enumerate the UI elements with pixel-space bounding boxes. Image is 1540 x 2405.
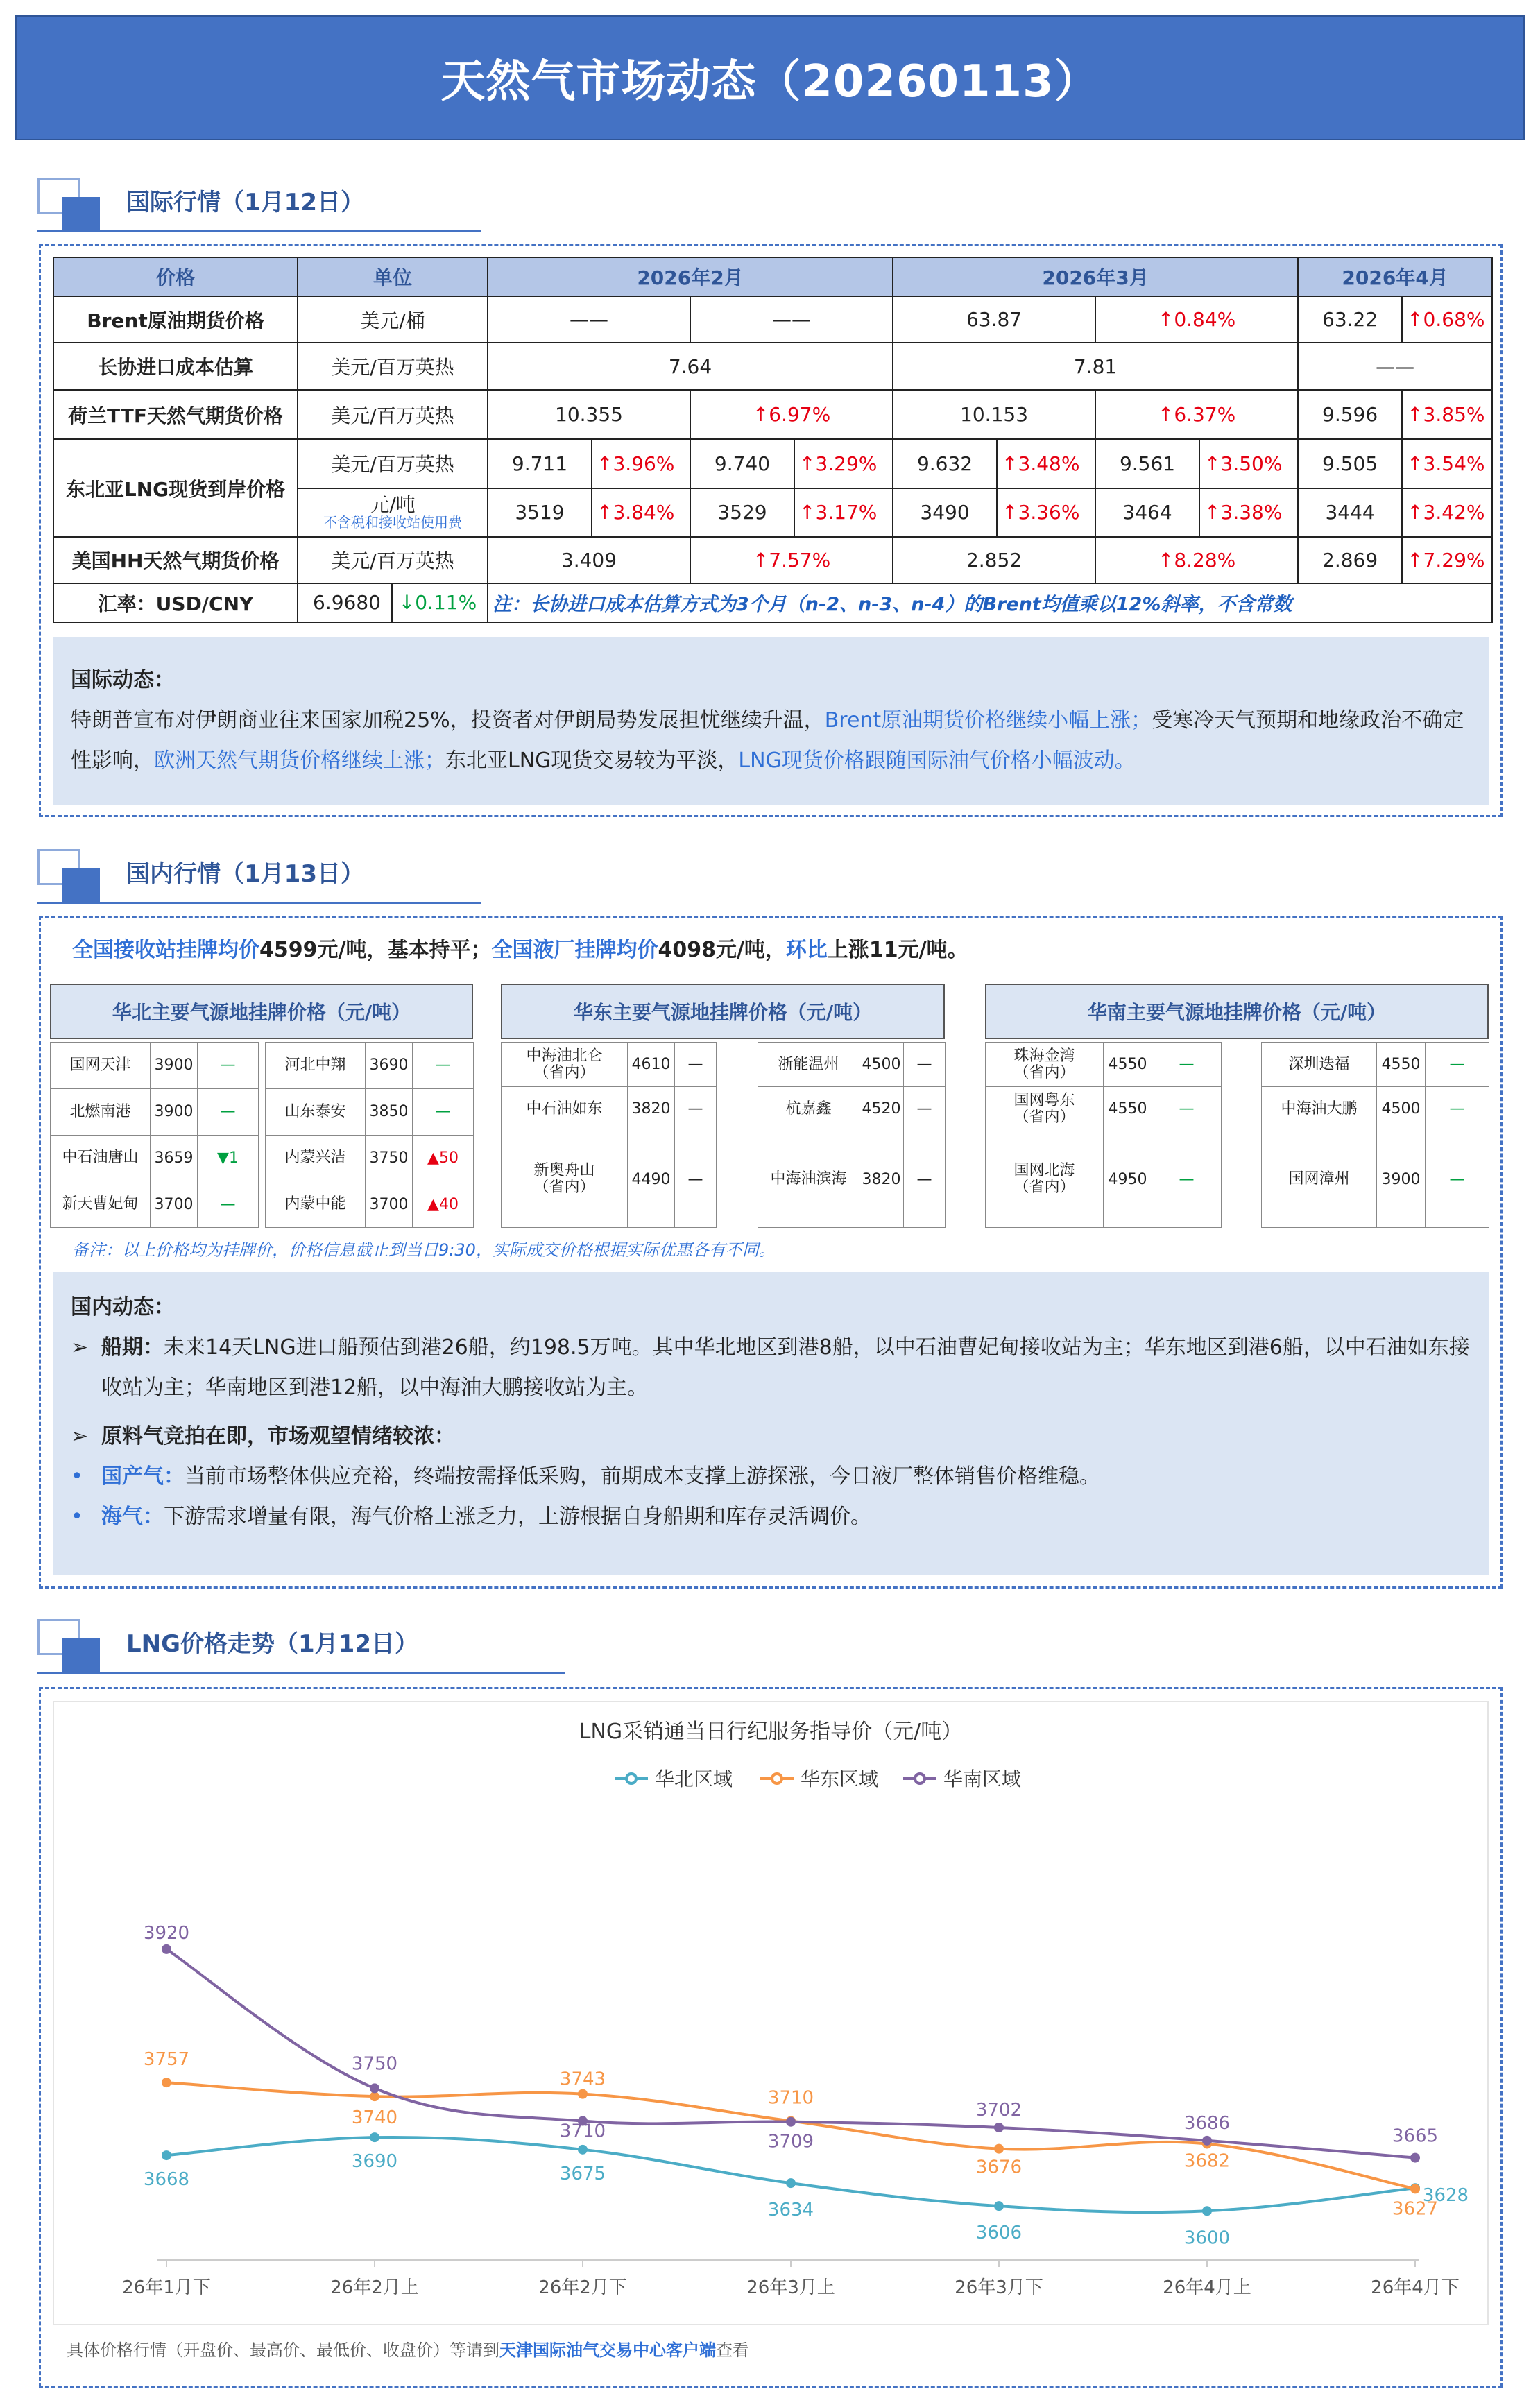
ship-text: 未来14天LNG进口船预估到港26船，约198.5万吨。其中华北地区到港8船，以中石油曹妃甸接收站为主；华东地区到港6船，以中石油如东接收站为主；华南地区到港12船，以中海油大鹏接收站为主。 (101, 1335, 1470, 1400)
table-row (758, 1043, 946, 1087)
sea-gas-label: 海气： (101, 1505, 164, 1529)
station-price: 4550 (1104, 1087, 1152, 1131)
row-label: Brent原油期货价格 (53, 296, 298, 343)
data-point[interactable] (370, 2083, 379, 2093)
station-price: 4500 (1377, 1087, 1426, 1131)
data-label: 3675 (559, 2163, 606, 2184)
ship-label: 船期： (101, 1335, 164, 1360)
cell-value: 9.505 (1298, 439, 1402, 488)
table-row (266, 1135, 474, 1181)
intl-dynamics (53, 637, 1489, 805)
table-row-hh (53, 537, 1492, 583)
row-unit: 美元/百万英热 (298, 390, 488, 439)
table-row (266, 1043, 474, 1089)
station-change: — (1152, 1043, 1222, 1087)
summary-value: 上涨11元/吨。 (827, 938, 968, 962)
station-change: — (675, 1043, 717, 1087)
sea-gas-text: 下游需求增量有限，海气价格上涨乏力，上游根据自身船期和库存灵活调价。 (164, 1505, 871, 1529)
cell-change: ↑6.97% (690, 390, 893, 439)
domestic-gas-label: 国产气： (101, 1464, 185, 1489)
row-label: 东北亚LNG现货到岸价格 (53, 439, 298, 537)
domestic-gas-text: 当前市场整体供应充裕，终端按需择低采购，前期成本支撑上游探涨，今日液厂整体销售价格维稳。 (185, 1464, 1100, 1489)
dot-bullet-icon: • (71, 1505, 83, 1529)
data-point[interactable] (994, 2123, 1004, 2132)
legend-marker (772, 1774, 782, 1783)
fx-value: 6.9680 (302, 584, 393, 622)
domestic-dynamics-heading: 国内动态： (71, 1295, 175, 1319)
table-row (986, 1043, 1222, 1087)
summary-value: 4599元/吨，基本持平； (259, 938, 492, 962)
station-name: 国网粤东 （省内） (986, 1087, 1104, 1131)
data-label: 3634 (767, 2200, 814, 2221)
row-label: 美国HH天然气期货价格 (53, 537, 298, 583)
cell-value: 9.632 (893, 439, 997, 488)
data-point[interactable] (578, 2089, 588, 2099)
station-name: 河北中翔 (266, 1043, 366, 1089)
table-row (1262, 1131, 1489, 1228)
row-unit: 美元/百万英热 (298, 343, 488, 391)
client-link[interactable]: 天津国际油气交易中心客户端 (499, 2340, 716, 2360)
table-row-brent (53, 296, 1492, 343)
table-header-row (53, 257, 1492, 296)
north-right-table (265, 1042, 474, 1228)
station-price: 4610 (628, 1043, 675, 1087)
footer-note (67, 2336, 749, 2361)
legend-marker (915, 1774, 925, 1783)
station-change: — (1426, 1131, 1489, 1228)
station-change: — (1152, 1131, 1222, 1228)
station-change: — (413, 1043, 474, 1089)
header-price: 价格 (53, 257, 298, 296)
header-apr: 2026年4月 (1298, 257, 1492, 296)
station-change: ▼1 (198, 1135, 259, 1181)
row-label: 长协进口成本估算 (53, 343, 298, 391)
station-name: 国网天津 (51, 1043, 151, 1089)
header-feb: 2026年2月 (488, 257, 893, 296)
cell-value: 7.81 (893, 343, 1298, 391)
north-region-title: 华北主要气源地挂牌价格（元/吨） (50, 984, 473, 1039)
cell-change: ↑3.42% (1402, 488, 1492, 538)
station-change: — (198, 1088, 259, 1135)
station-name: 珠海金湾 （省内） (986, 1043, 1104, 1087)
data-point[interactable] (162, 1944, 171, 1954)
arrow-bullet-icon: ➢ (71, 1424, 89, 1448)
station-name: 中石油唐山 (51, 1135, 151, 1181)
station-change: — (1152, 1087, 1222, 1131)
cell-value: 3519 (488, 488, 592, 538)
cell-change: ↑6.37% (1095, 390, 1298, 439)
cell-change: ↑7.29% (1402, 537, 1492, 583)
x-tick-label: 26年4月下 (1371, 2277, 1460, 2298)
table-row-fx (53, 583, 1492, 622)
station-name: 中石油如东 (502, 1087, 628, 1131)
cell-change: ↑3.96% (592, 439, 690, 488)
price-remark: 备注：以上价格均为挂牌价，价格信息截止到当日9:30，实际成交价格根据实际优惠各有不同。 (72, 1240, 776, 1260)
station-price: 3850 (366, 1088, 413, 1135)
data-point[interactable] (162, 2150, 171, 2160)
section-heading-trend (17, 1619, 572, 1675)
cell-value: 3464 (1095, 488, 1199, 538)
data-label: 3606 (975, 2223, 1023, 2244)
data-label: 3668 (143, 2169, 190, 2191)
section-heading-domestic (17, 849, 502, 905)
cell-value: 63.87 (893, 296, 1095, 343)
cell-value: 9.740 (690, 439, 794, 488)
data-point[interactable] (1410, 2153, 1420, 2163)
station-name: 国网北海 （省内） (986, 1131, 1104, 1228)
data-point[interactable] (1202, 2136, 1212, 2146)
legend-label: 华北区域 (655, 1768, 733, 1790)
station-price: 3900 (151, 1043, 198, 1089)
station-name: 北燃南港 (51, 1088, 151, 1135)
east-right-table (758, 1042, 946, 1228)
table-row (51, 1181, 259, 1228)
text-span: 受寒冷天气预期和地缘政治不确定性影响， (71, 708, 1464, 773)
section-title-intl: 国际行情（1月12日） (126, 189, 364, 216)
cell-value: 9.561 (1095, 439, 1199, 488)
unit-text: 元/吨 (370, 493, 416, 516)
data-label: 3665 (1392, 2125, 1439, 2147)
footer-text: 查看 (716, 2340, 749, 2360)
cell-value: 2.852 (893, 537, 1095, 583)
legend-marker (626, 1774, 636, 1783)
cell-value: 10.153 (893, 390, 1095, 439)
cell-change: ↑3.48% (997, 439, 1095, 488)
sea-gas-item (71, 1497, 1471, 1537)
table-row (51, 1088, 259, 1135)
data-point[interactable] (786, 2178, 796, 2188)
summary-label: 全国液厂挂牌均价 (491, 938, 658, 962)
data-point[interactable] (1202, 2206, 1212, 2216)
unit-note: 不含税和接收站使用费 (323, 513, 462, 531)
cell-change: ↑0.68% (1402, 296, 1492, 343)
highlight-europe: 欧洲天然气期货价格继续上涨； (154, 748, 445, 773)
station-price: 4950 (1104, 1131, 1152, 1228)
intl-price-table (53, 257, 1493, 623)
x-tick-label: 26年2月下 (538, 2277, 627, 2298)
fx-change: ↓0.11% (398, 590, 477, 614)
data-point[interactable] (994, 2144, 1004, 2154)
x-tick-label: 26年1月下 (122, 2277, 211, 2298)
row-unit: 美元/桶 (298, 296, 488, 343)
cell-change: ↑8.28% (1095, 537, 1298, 583)
data-label: 3743 (559, 2069, 606, 2090)
x-tick-label: 26年4月上 (1163, 2277, 1251, 2298)
station-name: 中海油滨海 (758, 1131, 859, 1228)
table-row (51, 1135, 259, 1181)
cell-value: 9.711 (488, 439, 592, 488)
station-name: 浙能温州 (758, 1043, 859, 1087)
header-mar: 2026年3月 (893, 257, 1298, 296)
table-row (502, 1131, 717, 1228)
station-price: 3820 (628, 1087, 675, 1131)
station-price: 4550 (1377, 1043, 1426, 1087)
cell-change: ↑3.85% (1402, 390, 1492, 439)
row-unit (298, 488, 488, 538)
text-span: 东北亚LNG现货交易较为平淡， (445, 748, 739, 773)
data-label: 3750 (351, 2053, 398, 2075)
station-name: 新奥舟山 （省内） (502, 1131, 628, 1228)
cell-value: 3529 (690, 488, 794, 538)
station-price: 3700 (366, 1181, 413, 1228)
table-row (502, 1087, 717, 1131)
station-price: 3900 (1377, 1131, 1426, 1228)
table-row (758, 1087, 946, 1131)
cell-change: ↑3.17% (794, 488, 893, 538)
station-name: 中海油大鹏 (1262, 1087, 1377, 1131)
intl-dynamics-heading: 国际动态： (71, 668, 175, 692)
station-price: 3700 (151, 1181, 198, 1228)
station-name: 内蒙兴洁 (266, 1135, 366, 1181)
station-price: 3900 (151, 1088, 198, 1135)
table-row (266, 1181, 474, 1228)
data-label: 3676 (975, 2157, 1023, 2178)
dot-bullet-icon: • (71, 1464, 83, 1489)
fx-note: 注：长协进口成本估算方式为3个月（n-2、n-3、n-4）的Brent均值乘以12%斜率，不含常数 (488, 583, 1492, 622)
table-row (502, 1043, 717, 1087)
data-label: 3682 (1183, 2150, 1231, 2172)
cell-value: 3444 (1298, 488, 1402, 538)
table-row (266, 1088, 474, 1135)
data-label: 3757 (143, 2049, 190, 2071)
data-point[interactable] (994, 2201, 1004, 2211)
highlight-lng: LNG现货价格跟随国际油气价格小幅波动。 (738, 748, 1136, 773)
row-label: 汇率：USD/CNY (53, 583, 298, 622)
table-row-ttf (53, 390, 1492, 439)
data-point[interactable] (786, 2117, 796, 2127)
row-unit: 美元/百万英热 (298, 439, 488, 488)
cell-change: ↑3.29% (794, 439, 893, 488)
north-left-table (50, 1042, 259, 1228)
summary-label: 全国接收站挂牌均价 (72, 938, 259, 962)
cell-change: ↑7.57% (690, 537, 893, 583)
table-row-changxie (53, 343, 1492, 391)
station-name: 杭嘉鑫 (758, 1087, 859, 1131)
summary-label: 环比 (785, 938, 828, 962)
table-row (986, 1087, 1222, 1131)
cell-change: ↑3.38% (1199, 488, 1298, 538)
raw-gas-item (71, 1417, 1471, 1457)
station-name: 内蒙中能 (266, 1181, 366, 1228)
station-change: — (904, 1043, 946, 1087)
legend-label: 华东区域 (801, 1768, 879, 1790)
fx-value-and-change (298, 583, 488, 622)
lng-price-chart (53, 1701, 1489, 2325)
data-label: 3628 (1422, 2185, 1469, 2207)
station-name: 中海油北仑 （省内） (502, 1043, 628, 1087)
table-row (986, 1131, 1222, 1228)
data-point[interactable] (578, 2145, 588, 2155)
station-price: 4520 (859, 1087, 904, 1131)
x-tick-label: 26年3月下 (955, 2277, 1043, 2298)
cell-value: 7.64 (488, 343, 893, 391)
section-title-trend: LNG价格走势（1月12日） (126, 1630, 418, 1658)
cell-value: 3490 (893, 488, 997, 538)
cell-change: ↑3.54% (1402, 439, 1492, 488)
domestic-summary (72, 932, 968, 963)
domestic-gas-item (71, 1457, 1471, 1497)
cell-change: ↑3.84% (592, 488, 690, 538)
table-row (1262, 1043, 1489, 1087)
data-point[interactable] (370, 2132, 379, 2142)
data-point[interactable] (162, 2078, 171, 2087)
station-price: 3750 (366, 1135, 413, 1181)
cell-change: ↑3.36% (997, 488, 1095, 538)
data-label: 3710 (559, 2121, 606, 2142)
highlight-brent: Brent原油期货价格继续小幅上涨； (824, 708, 1152, 733)
station-change: — (675, 1131, 717, 1228)
station-change: — (413, 1088, 474, 1135)
data-label: 3627 (1392, 2198, 1439, 2220)
ship-item (71, 1328, 1471, 1408)
south-left-table (985, 1042, 1222, 1228)
domestic-dynamics (53, 1272, 1489, 1575)
station-name: 新天曹妃甸 (51, 1181, 151, 1228)
east-region-title: 华东主要气源地挂牌价格（元/吨） (501, 984, 945, 1039)
intl-dynamics-text (71, 701, 1471, 781)
station-price: 4500 (859, 1043, 904, 1087)
station-name: 国网漳州 (1262, 1131, 1377, 1228)
header-unit: 单位 (298, 257, 488, 296)
data-label: 3690 (351, 2151, 398, 2173)
legend-label: 华南区域 (943, 1768, 1022, 1790)
cell-value: 3.409 (488, 537, 690, 583)
south-region-title: 华南主要气源地挂牌价格（元/吨） (985, 984, 1489, 1039)
cell-value: —— (690, 296, 893, 343)
table-row (1262, 1087, 1489, 1131)
station-change: ▲50 (413, 1135, 474, 1181)
station-change: — (1426, 1043, 1489, 1087)
table-row (51, 1043, 259, 1089)
cell-value: —— (1298, 343, 1492, 391)
station-change: ▲40 (413, 1181, 474, 1228)
station-name: 深圳迭福 (1262, 1043, 1377, 1087)
cell-change: ↑3.50% (1199, 439, 1298, 488)
station-change: — (904, 1131, 946, 1228)
station-price: 3690 (366, 1043, 413, 1089)
chart-legend (615, 1768, 1021, 1790)
page-title: 天然气市场动态（20260113） (15, 15, 1525, 140)
table-row (758, 1131, 946, 1228)
south-right-table (1261, 1042, 1489, 1228)
station-price: 4550 (1104, 1043, 1152, 1087)
table-row-nea-usd (53, 439, 1492, 488)
data-label: 3709 (767, 2131, 814, 2152)
cell-value: 63.22 (1298, 296, 1402, 343)
east-left-table (501, 1042, 717, 1228)
station-name: 山东泰安 (266, 1088, 366, 1135)
station-price: 3659 (151, 1135, 198, 1181)
section-title-domestic: 国内行情（1月13日） (126, 860, 364, 888)
row-unit: 美元/百万英热 (298, 537, 488, 583)
station-change: — (1426, 1087, 1489, 1131)
data-label: 3920 (143, 1922, 190, 1944)
cell-value: —— (488, 296, 690, 343)
station-change: — (198, 1043, 259, 1089)
row-label: 荷兰TTF天然气期货价格 (53, 390, 298, 439)
data-label: 3710 (767, 2087, 814, 2109)
footer-text: 具体价格行情（开盘价、最高价、最低价、收盘价）等请到 (67, 2340, 499, 2360)
data-label: 3702 (975, 2099, 1023, 2121)
station-change: — (904, 1087, 946, 1131)
data-label: 3740 (351, 2107, 398, 2129)
station-price: 3820 (859, 1131, 904, 1228)
chart-title: LNG采销通当日行纪服务指导价（元/吨） (579, 1720, 963, 1744)
station-change: — (198, 1181, 259, 1228)
station-change: — (675, 1087, 717, 1131)
raw-gas-heading: 原料气竞拍在即，市场观望情绪较浓： (101, 1424, 455, 1448)
cell-value: 10.355 (488, 390, 690, 439)
arrow-bullet-icon: ➢ (71, 1335, 89, 1360)
data-label: 3686 (1183, 2112, 1231, 2134)
data-label: 3600 (1183, 2227, 1231, 2249)
station-price: 4490 (628, 1131, 675, 1228)
text-span: 特朗普宣布对伊朗商业往来国家加税25%，投资者对伊朗局势发展担忧继续升温， (71, 708, 825, 733)
cell-value: 2.869 (1298, 537, 1402, 583)
x-tick-label: 26年2月上 (330, 2277, 419, 2298)
summary-value: 4098元/吨， (658, 938, 786, 962)
cell-change: ↑0.84% (1095, 296, 1298, 343)
cell-value: 9.596 (1298, 390, 1402, 439)
data-point[interactable] (1410, 2184, 1420, 2193)
section-heading-intl (17, 178, 502, 233)
x-tick-label: 26年3月上 (746, 2277, 835, 2298)
